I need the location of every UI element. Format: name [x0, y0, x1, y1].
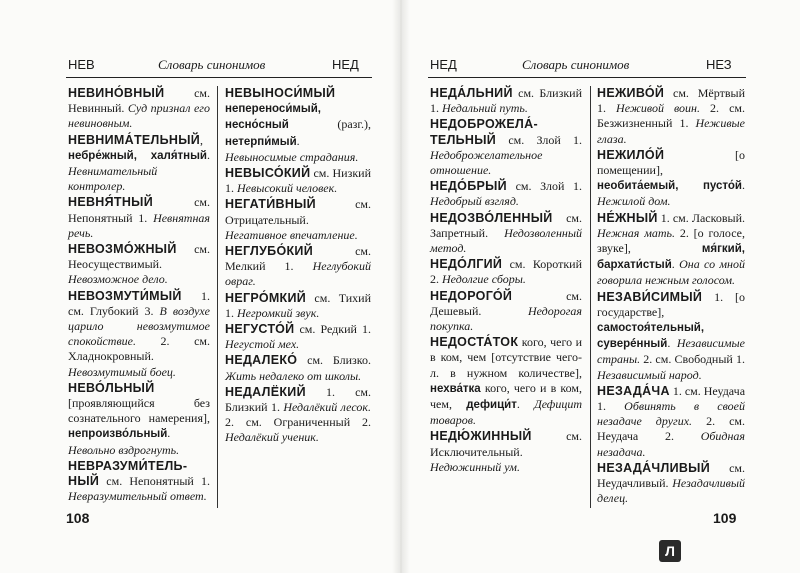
entry-example: Независимые страны.	[597, 336, 745, 367]
entry-text: см. Тихий 1.	[225, 290, 371, 320]
entry-example: Недалёкий ученик.	[225, 430, 319, 445]
left-page-column-2	[225, 86, 371, 496]
entry-text: см. Непонятный 1.	[99, 474, 210, 489]
entry-headword: НЕВНИМА́ТЕЛЬНЫЙ	[68, 132, 201, 147]
entry-text: 2. см. Ограниченный 2.	[225, 415, 371, 430]
dictionary-entry	[597, 211, 745, 289]
entry-example: Недоброжелательное отношение.	[430, 147, 543, 178]
entry-text: см. Отрицательный.	[225, 197, 371, 227]
entry-headword: НЕВИНО́ВНЫЙ	[68, 86, 165, 100]
entry-example: Неживые глаза.	[597, 116, 745, 146]
entry-text: см. Мелкий 1.	[225, 244, 371, 274]
dictionary-entry	[225, 385, 371, 446]
entry-headword: НЕВРАЗУМИ́ТЕЛЬНЫЙ	[68, 458, 187, 489]
entry-example: Недалёкий лесок.	[283, 400, 371, 415]
entry-example: Недальний путь.	[442, 101, 528, 116]
left-page-header	[68, 54, 368, 76]
entry-headword: НЕДО́ЛГИЙ	[430, 257, 503, 272]
entry-example: Невольно вздрогнуть.	[68, 442, 180, 457]
entry-headword: НЕДОСТА́ТОК	[430, 335, 519, 350]
dictionary-entry	[225, 291, 371, 321]
entry-example: Невысокий человек.	[237, 181, 338, 196]
entry-synonym: мя́гкий, бархати́стый	[597, 243, 745, 272]
entry-example: Невнимательный контролер.	[68, 164, 158, 194]
entry-headword: НЕГЛУБО́КИЙ	[225, 244, 313, 259]
right-header-code-start: НЕД	[430, 57, 457, 72]
entry-example: Незадачливый делец.	[597, 476, 745, 506]
entry-example: Нежилой дом.	[597, 194, 671, 209]
entry-text: см. Близко.	[297, 353, 371, 368]
entry-headword: НЕЗАДА́ЧА	[597, 383, 670, 398]
book-gutter	[392, 0, 410, 573]
entry-example: Недозволенный метод.	[430, 225, 582, 256]
entry-example: Негустой мех.	[225, 337, 300, 352]
entry-text: 2. см. Безжизненный 1.	[597, 101, 745, 131]
dictionary-entry	[597, 461, 745, 507]
right-page-column-2	[597, 86, 746, 506]
entry-headword: НЕВЫСО́КИЙ	[225, 166, 311, 181]
dictionary-entry	[68, 86, 210, 132]
entry-text: .	[742, 178, 745, 193]
entry-example: Негативное впечатление.	[225, 227, 358, 242]
entry-headword: НЕДАЛЕКО́	[225, 353, 298, 368]
right-page-number: 109	[713, 510, 737, 526]
entry-headword: НЕГРО́МКИЙ	[225, 290, 307, 305]
entry-headword: НЕВЫНОСИ́МЫЙ	[225, 86, 336, 100]
dictionary-entry	[597, 86, 745, 147]
dictionary-entry	[225, 166, 371, 196]
entry-headword: НЕЖИВО́Й	[597, 86, 665, 100]
dictionary-entry	[225, 197, 371, 243]
dictionary-entry	[430, 179, 582, 209]
dictionary-entry	[430, 86, 582, 116]
dictionary-entry	[225, 322, 371, 352]
entry-headword: НЕДОБРОЖЕЛА́ТЕЛЬНЫЙ	[430, 117, 538, 147]
entry-headword: НЕ́ЖНЫЙ	[597, 210, 658, 225]
entry-text: ,	[200, 132, 204, 147]
entry-example: Невнятная речь.	[68, 210, 210, 240]
entry-text: см. Невинный.	[68, 86, 210, 116]
entry-headword: НЕДОЗВО́ЛЕННЫЙ	[430, 210, 553, 225]
entry-headword: НЕЗАДА́ЧЛИВЫЙ	[597, 460, 711, 475]
entry-text: см. Дешевый.	[430, 288, 582, 318]
entry-example: Обвинять в своей незадаче других.	[597, 399, 745, 429]
right-page-column-1	[430, 86, 582, 496]
entry-text: 1. см. Глубокий 3.	[68, 288, 210, 318]
entry-synonym: непроизво́льный	[68, 428, 168, 441]
entry-example: Нежная мать.	[597, 225, 675, 240]
entry-text: 1. [о государстве],	[597, 289, 745, 319]
entry-synonym: необита́емый, пусто́й	[597, 180, 742, 193]
entry-example: Невыносимые страдания.	[225, 149, 359, 164]
entry-text: см. Короткий 2.	[430, 257, 582, 287]
dictionary-entry	[597, 384, 745, 460]
dictionary-entry	[430, 335, 582, 428]
entry-text: .	[667, 336, 677, 351]
entry-text: [проявляющийся без сознательного намерения],	[68, 396, 210, 426]
dictionary-entry	[430, 211, 582, 257]
entry-example: Недюжинный ум.	[430, 459, 520, 474]
entry-example: Жить недалеко от школы.	[225, 368, 362, 383]
dictionary-entry	[68, 289, 210, 380]
dictionary-entry	[68, 133, 210, 195]
entry-example: Невразумительный ответ.	[68, 489, 207, 504]
entry-text: (разг.),	[288, 117, 371, 132]
entry-text: 2. см. Неудача 2.	[597, 414, 746, 444]
entry-synonym: нехва́тка	[430, 382, 481, 395]
left-page-number: 108	[66, 510, 90, 526]
entry-text: .	[671, 257, 680, 272]
entry-text: кого, чего и в ком, чем,	[430, 380, 582, 412]
entry-text: см. Мёртвый 1.	[597, 86, 745, 116]
entry-example: Неглубокий овраг.	[225, 259, 371, 289]
entry-text: см. Непонятный 1.	[68, 195, 210, 225]
entry-example: Недобрый взгляд.	[430, 194, 519, 209]
right-page-header	[430, 54, 740, 76]
dictionary-entry	[225, 353, 371, 383]
left-header-title: Словарь синонимов	[158, 57, 266, 72]
entry-example: В воздухе царило невозмутимое спокойствие.	[68, 303, 210, 349]
entry-text: 2. см. Свободный 1.	[640, 352, 745, 367]
entry-text: 1. см. Ласковый.	[657, 210, 745, 225]
entry-text: .	[207, 147, 210, 162]
entry-text: 2. см. Хладнокровный.	[68, 334, 210, 364]
right-header-rule	[428, 77, 746, 78]
dictionary-entry	[430, 257, 582, 287]
left-column-divider	[217, 86, 218, 508]
entry-text: см. Исключительный.	[430, 429, 582, 459]
dictionary-entry	[68, 195, 210, 241]
entry-text: 1. см. Близкий 1.	[225, 384, 371, 415]
entry-headword: НЕЖИЛО́Й	[597, 147, 665, 162]
entry-example: Дефицит товаров.	[430, 397, 582, 428]
entry-text: см. Неудачливый.	[597, 460, 745, 491]
entry-example: Невозможное дело.	[68, 272, 168, 287]
dictionary-entry	[68, 381, 210, 458]
dictionary-entry	[597, 290, 745, 383]
entry-text: см. Низкий 1.	[225, 166, 371, 196]
entry-example: Недолгие сборы.	[442, 272, 526, 287]
dictionary-entry	[430, 289, 582, 335]
entry-synonym: небре́жный, халя́тный	[68, 149, 207, 162]
entry-headword: НЕВОЗМО́ЖНЫЙ	[68, 242, 177, 257]
entry-headword: НЕЗАВИ́СИМЫЙ	[597, 289, 703, 304]
entry-example: Недорогая покупка.	[430, 303, 582, 334]
entry-synonym: самостоя́тельный, суверéнный	[597, 322, 705, 351]
dictionary-entry	[225, 244, 371, 290]
entry-text: .	[167, 426, 171, 441]
entry-example: Обидная незадача.	[597, 429, 745, 459]
entry-text: .	[296, 133, 300, 148]
entry-headword: НЕДО́БРЫЙ	[430, 179, 507, 194]
entry-text: см. Близкий 1.	[430, 86, 582, 116]
entry-text: кого, чего и в ком, чем [отсутствие чего-л. в нужном количестве],	[430, 335, 582, 380]
entry-text: см. Злой 1.	[506, 179, 582, 194]
entry-synonym: дефици́т	[466, 399, 517, 412]
left-header-code-start: НЕВ	[68, 57, 95, 72]
right-header-code-end: НЕЗ	[706, 57, 732, 72]
left-header-code-end: НЕД	[332, 57, 359, 72]
entry-headword: НЕГАТИ́ВНЫЙ	[225, 197, 316, 212]
publisher-logo: Л	[659, 540, 681, 562]
entry-synonym: нетерпи́мый	[225, 135, 297, 148]
entry-headword: НЕДЮ́ЖИННЫЙ	[430, 429, 532, 444]
entry-text: 1. см. Неудача 1.	[597, 383, 746, 414]
entry-example: Невозмутимый боец.	[68, 364, 176, 379]
left-page-column-1	[68, 86, 210, 504]
entry-headword: НЕВОЗМУТИ́МЫЙ	[68, 288, 182, 303]
dictionary-entry	[68, 242, 210, 288]
left-header-rule	[66, 77, 372, 78]
entry-text: см. Неосуществимый.	[68, 242, 210, 272]
entry-example: Неживой воин.	[616, 101, 700, 116]
entry-text: см. Запретный.	[430, 210, 582, 240]
entry-headword: НЕГУСТО́Й	[225, 322, 295, 337]
entry-headword: НЕВО́ЛЬНЫЙ	[68, 380, 155, 395]
dictionary-entry	[597, 148, 745, 210]
dictionary-entry	[430, 117, 582, 178]
entry-example: Независимый народ.	[597, 367, 702, 382]
dictionary-entry	[430, 429, 582, 475]
entry-example: Она со мной говорила нежным голосом.	[597, 257, 745, 288]
entry-example: Суд признал его невиновным.	[68, 101, 210, 131]
entry-example: Негромкий звук.	[237, 305, 320, 320]
entry-synonym: непереноси́мый, несно́сный	[225, 103, 321, 132]
right-header-title: Словарь синонимов	[522, 57, 630, 72]
right-column-divider	[590, 86, 591, 508]
entry-text: 2. [о голосе, звуке],	[597, 225, 746, 256]
entry-headword: НЕДА́ЛЬНИЙ	[430, 86, 513, 100]
entry-text: см. Редкий 1.	[294, 322, 371, 337]
entry-headword: НЕДОРОГО́Й	[430, 288, 513, 303]
dictionary-entry	[68, 459, 210, 505]
entry-text: .	[516, 397, 535, 412]
dictionary-entry	[225, 86, 371, 165]
entry-headword: НЕДАЛЁКИЙ	[225, 384, 306, 399]
entry-text: см. Злой 1.	[496, 132, 582, 147]
entry-headword: НЕВНЯ́ТНЫЙ	[68, 195, 153, 210]
entry-text: [о помещении],	[597, 147, 745, 178]
